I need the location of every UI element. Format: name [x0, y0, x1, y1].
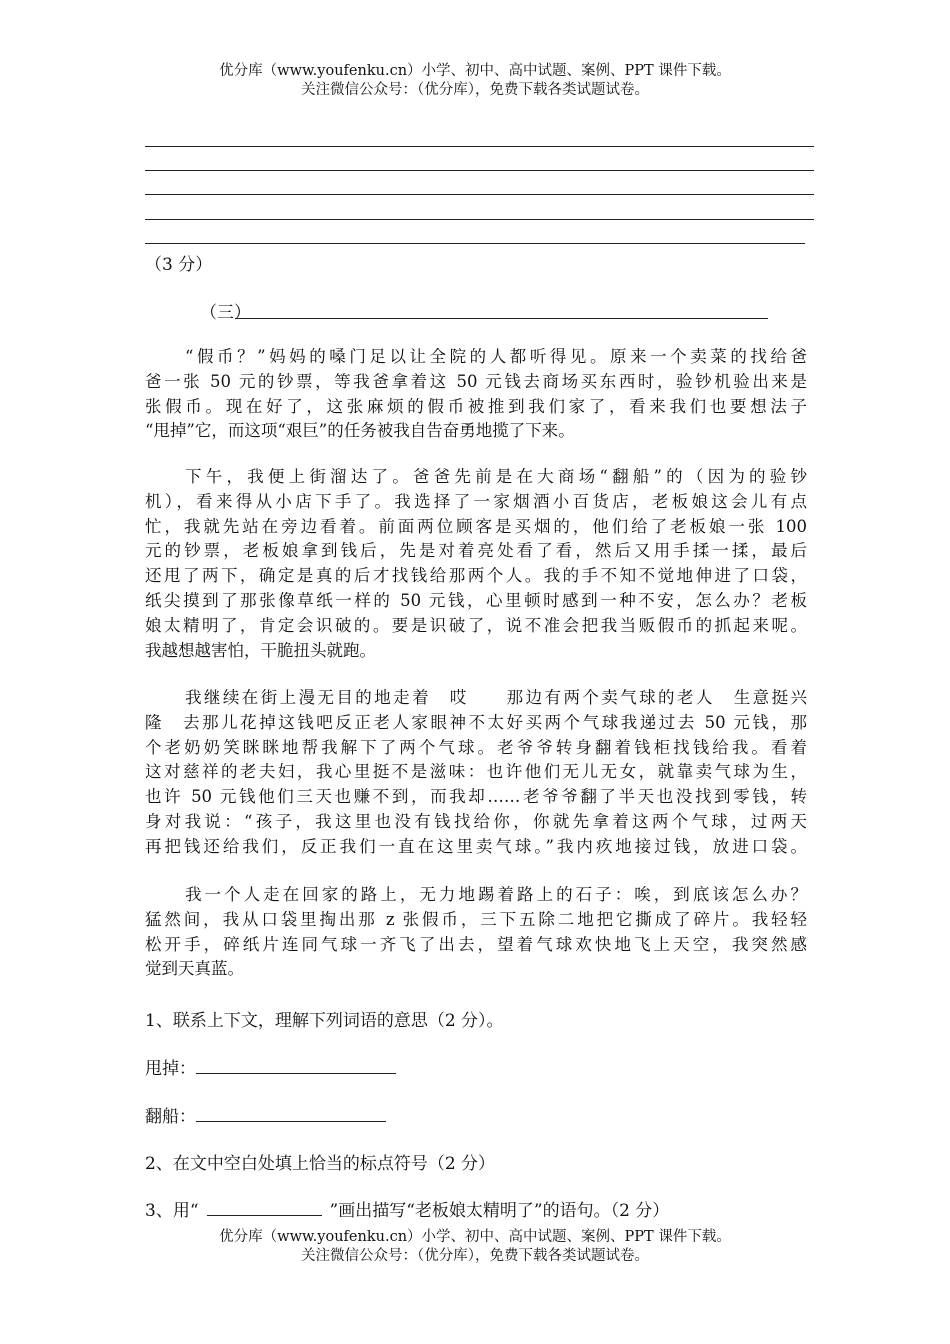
passage-line: “假币？”妈妈的嗓门足以让全院的人都听得见。原来一个卖菜的找给爸	[185, 347, 807, 366]
passage-paragraph-4	[145, 883, 807, 982]
passage-line: 娘太精明了，肯定会识破的。要是识破了，说不准会把我当贩假币的抓起来呢。	[145, 615, 807, 635]
passage-line: “甩掉”它，而这项“艰巨”的任务被我自告奋勇地揽了下来。	[145, 421, 575, 441]
passage-line: 下午，我便上街溜达了。爸爸先前是在大商场“翻船”的（因为的验钞	[185, 467, 807, 486]
section-title-blank[interactable]	[235, 318, 768, 319]
page-footer	[0, 1228, 950, 1266]
answer-blank[interactable]	[196, 1055, 396, 1074]
passage-line: 个老奶奶笑眯眯地帮我解下了两个气球。老爷爷转身翻着钱柜找钱给我。看着	[145, 737, 807, 757]
header-line-1: 优分库（www.youfenku.cn）小学、初中、高中试题、案例、PPT 课件下载。	[219, 63, 731, 79]
passage-paragraph-1	[145, 345, 807, 444]
passage-paragraph-2	[145, 465, 807, 663]
passage-line: 这对慈祥的老夫妇，我心里挺不是滋味：也许他们无儿无女，就靠卖气球为生，	[145, 762, 807, 782]
header-line-2: 关注微信公众号：（优分库），免费下载各类试题试卷。	[301, 82, 649, 98]
passage-paragraph-3	[145, 686, 807, 860]
passage-line: 忙，我就先站在旁边看着。前面两位顾客是买烟的，他们给了老板娘一张 100	[145, 516, 807, 536]
passage-line: 纸尖摸到了那张像草纸一样的 50 元钱，心里顿时感到一种不安，怎么办？老板	[145, 590, 807, 610]
page-header	[0, 62, 950, 100]
answer-blank[interactable]	[196, 1103, 386, 1122]
question-3	[145, 1196, 669, 1221]
answer-line[interactable]	[145, 194, 814, 195]
footer-line-2: 关注微信公众号：（优分库），免费下载各类试题试卷。	[301, 1248, 649, 1264]
passage-line: 爸一张 50 元的钞票，等我爸拿着这 50 元钱去商场买东西时，验钞机验出来是	[145, 371, 807, 391]
question-1: 1、联系上下文，理解下列词语的意思（2 分）。	[145, 1011, 504, 1031]
passage-line: 还甩了两下，确定是真的后才找钱给那两个人。我的手不知不觉地伸进了口袋，	[145, 566, 807, 586]
answer-line[interactable]	[145, 146, 814, 147]
answer-line[interactable]	[145, 219, 814, 220]
passage-line: 张假币。现在好了，这张麻烦的假币被推到我们家了，看来我们也要想法子	[145, 396, 807, 416]
passage-line: 机），看来得从小店下手了。我选择了一家烟酒小百货店，老板娘这会儿有点	[145, 491, 807, 511]
passage-line: 我继续在街上漫无目的地走着 哎 那边有两个卖气球的老人 生意挺兴	[185, 688, 807, 707]
section-label: （三）	[200, 303, 251, 323]
question-3-prefix: 3、用“	[145, 1201, 199, 1221]
answer-blank[interactable]	[207, 1197, 322, 1216]
answer-line[interactable]	[145, 243, 805, 244]
passage-line: 猛然间，我从口袋里掏出那 z 张假币，三下五除二地把它撕成了碎片。我轻轻	[145, 909, 807, 929]
footer-line-1: 优分库（www.youfenku.cn）小学、初中、高中试题、案例、PPT 课件下载。	[219, 1229, 731, 1245]
term-label: 甩掉：	[145, 1059, 196, 1079]
answer-line[interactable]	[145, 170, 814, 171]
passage-line: 再把钱还给我们，反正我们一直在这里卖气球。”我内疚地接过钱，放进口袋。	[145, 836, 807, 856]
passage-line: 隆 去那儿花掉这钱吧反正老人家眼神不太好买两个气球我递过去 50 元钱，那	[145, 712, 807, 732]
passage-line: 我一个人走在回家的路上，无力地踢着路上的石子：唉，到底该怎么办？	[185, 885, 807, 904]
question-3-suffix: ”画出描写“老板娘太精明了”的语句。（2 分）	[329, 1201, 670, 1221]
passage-line: 我越想越害怕，干脆扭头就跑。	[145, 640, 376, 660]
passage-line: 松开手，碎纸片连同气球一齐飞了出去，望着气球欢快地飞上天空，我突然感	[145, 934, 807, 954]
question-1b	[145, 1102, 386, 1127]
passage-line: 觉到天真蓝。	[145, 959, 244, 979]
score-label: （3 分）	[145, 255, 213, 275]
question-1a	[145, 1054, 396, 1079]
term-label: 翻船：	[145, 1107, 196, 1127]
passage-line: 元的钞票，老板娘拿到钱后，先是对着亮处看了看，然后又用手揉一揉，最后	[145, 541, 807, 561]
passage-line: 身对我说：“孩子，我这里也没有钱找给你，你就先拿着这两个气球，过两天	[145, 811, 807, 831]
passage-line: 也许 50 元钱他们三天也赚不到，而我却……老爷爷翻了半天也没找到零钱，转	[145, 787, 807, 807]
question-2: 2、在文中空白处填上恰当的标点符号（2 分）	[145, 1154, 496, 1174]
